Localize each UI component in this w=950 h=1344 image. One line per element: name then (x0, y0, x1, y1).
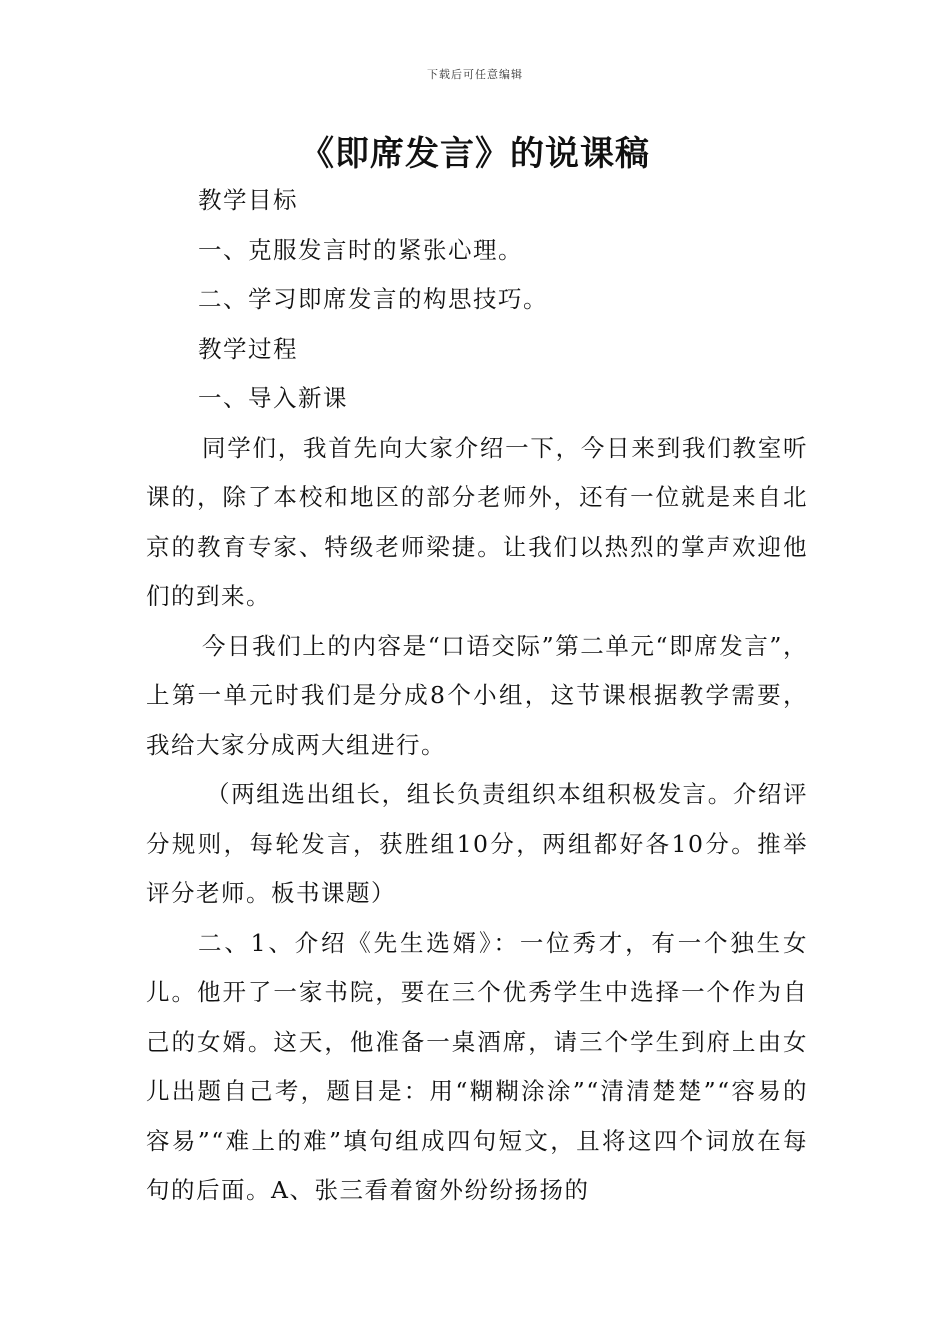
process-step-heading-1: 一、导入新课 (198, 384, 348, 412)
header-note: 下载后可任意编辑 (427, 68, 523, 81)
body-paragraph-intro: 同学们，我首先向大家介绍一下，今日来到我们教室听课的，除了本校和地区的部分老师外，还有一位就是来自北京的教育专家、特级老师梁捷。让我们以热烈的掌声欢迎他们的到来。 (146, 433, 808, 610)
objective-item-2: 二、学习即席发言的构思技巧。 (198, 285, 548, 313)
section-heading-objectives: 教学目标 (198, 186, 298, 214)
body-paragraph-story: 二、1、介绍《先生选婿》：一位秀才，有一个独生女儿。他开了一家书院，要在三个优秀学生中选择一个作为自己的女婿。这天，他准备一桌酒席，请三个学生到府上由女儿出题自己考，题目是：用“糊糊涂涂”“清清楚楚”“容易的容易”“难上的难”填句组成四句短文，且将这四个词放在每句的后面。A、张三看着窗外纷纷扬扬的 (146, 928, 808, 1204)
document-title: 《即席发言》的说课稿 (300, 134, 650, 174)
body-paragraph-content: 今日我们上的内容是“口语交际”第二单元“即席发言”，上第一单元时我们是分成8个小组，这节课根据教学需要，我给大家分成两大组进行。 (146, 631, 808, 759)
document-body (146, 176, 808, 1216)
body-paragraph-grouping-note: （两组选出组长，组长负责组织本组积极发言。介绍评分规则，每轮发言，获胜组10分，两组都好各10分。推举评分老师。板书课题） (146, 780, 808, 907)
objective-item-1: 一、克服发言时的紧张心理。 (198, 235, 523, 264)
section-heading-process: 教学过程 (198, 334, 298, 363)
